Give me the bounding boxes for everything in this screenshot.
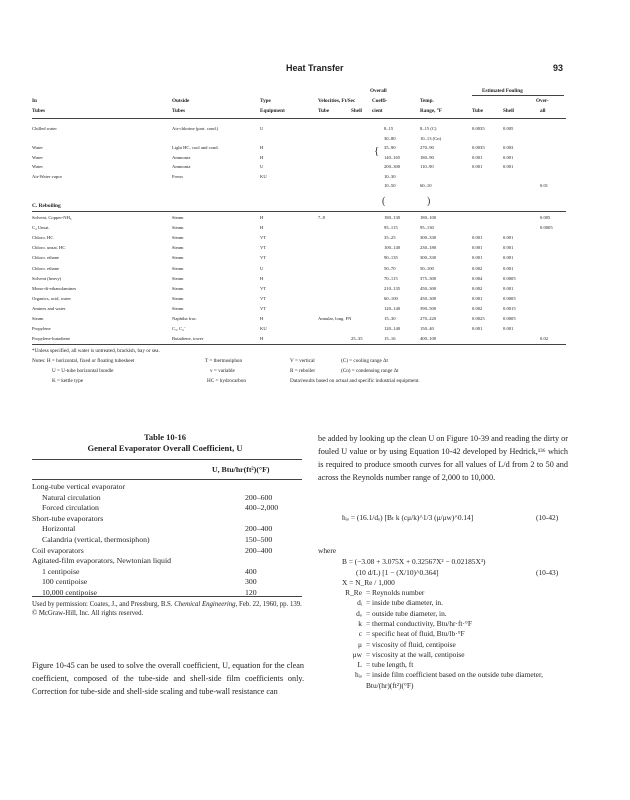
table-row-label: Calandria (vertical, thermosiphon) xyxy=(42,535,150,544)
table-cell-coef: 35–25 xyxy=(384,235,396,241)
definition-text: = inside tube diameter, in. xyxy=(366,598,443,608)
table-cell-type: H xyxy=(260,275,264,281)
table-cell-coef: 8–15 xyxy=(384,126,394,131)
table-cell-vtube: Annular, long. FN xyxy=(318,316,352,321)
table-title: General Evaporator Overall Coefficient, U xyxy=(87,443,243,453)
table-cell-in: Water xyxy=(32,145,43,150)
table-cell-temp: 270–220 xyxy=(420,316,437,321)
column-header-cell: Tube xyxy=(318,108,330,114)
credit-prefix: Used by permission: Coates, J., and Pressburg, B.S. xyxy=(32,601,173,608)
table-cell-out: Steam xyxy=(172,275,184,281)
table-row-label: Short-tube evaporators xyxy=(32,513,104,523)
table-row-label: Agitated-film evaporators, Newtonian liquid xyxy=(32,556,172,566)
table-cell-overall: 0.02 xyxy=(540,336,549,342)
table-cell-temp: 270–90 xyxy=(420,145,434,150)
note-r: R = reboiler xyxy=(290,368,316,374)
table-bottom-rule-2 xyxy=(32,596,302,597)
table-cell-type: H xyxy=(260,316,264,321)
table-cell-out: Steam xyxy=(172,305,184,311)
note-h: Notes: H = horizontal, fixed or floating tubesheet xyxy=(32,358,135,364)
note-v: V = vertical xyxy=(290,358,315,364)
table-row-label: Long-tube vertical evaporator xyxy=(32,482,126,491)
definition-symbol: L xyxy=(357,660,362,670)
definition-text: = thermal conductivity, Btu/hr·ft·°F xyxy=(366,618,472,628)
column-header-cell: all xyxy=(540,108,546,114)
table-cell-coef: 50–70 xyxy=(384,265,396,271)
table-cell-temp: 450–300 xyxy=(420,285,437,291)
table-cell-temp: 375–300 xyxy=(420,275,437,281)
note-hc: HC = hydrocarbon xyxy=(207,378,246,384)
table-row-value: 400–2,000 xyxy=(245,503,279,513)
table-cell-out: Steam xyxy=(172,225,184,231)
column-header-cell: In xyxy=(32,98,37,104)
table-cell-tube: 0.002 xyxy=(472,265,483,271)
table-cell-coef: 180–130 xyxy=(384,215,401,220)
header-rule xyxy=(32,118,566,119)
table-cell-temp: 95–130 xyxy=(420,225,434,231)
table-cell-temp: 400–100 xyxy=(420,336,437,342)
table-cell-tube: 0.0025 xyxy=(472,316,485,321)
equation-10-42: hᵢₒ = (16.1/dₒ) [Bₜ k (cμ/k)^1/3 (μ/μw)^0.14] xyxy=(342,513,474,522)
table-cell-type: VT xyxy=(260,245,267,251)
table-cell-in: C₄ Unsat. xyxy=(32,225,50,231)
table-cell-temp: 110–90 xyxy=(420,164,434,169)
table-cell-type: U xyxy=(260,126,264,131)
table-cell-out: Steam xyxy=(172,265,184,271)
table-cell-vshell: 25–35 xyxy=(351,336,363,342)
table-cell-tube: 0.001 xyxy=(472,255,483,261)
note-t: T = thermosiphon xyxy=(205,358,243,364)
column-header-cell: Equipment xyxy=(260,108,285,114)
left-paren: ( xyxy=(382,196,386,207)
table-cell-temp: 10–13 (Cn) xyxy=(420,135,442,141)
table-cell-out: Steam xyxy=(172,295,184,301)
table-cell-type: H xyxy=(260,154,264,160)
table-cell-tube: 0.002 xyxy=(472,285,483,291)
equation-number-10-43: (10-43) xyxy=(536,568,559,577)
table-cell-type: VT xyxy=(260,305,267,311)
section-rule xyxy=(32,211,566,212)
table-cell-shell: 0.001 xyxy=(503,265,514,271)
table-cell-temp: 180–90 xyxy=(420,154,434,160)
table-bottom-rule xyxy=(32,344,566,345)
definition-symbol: dᵢ xyxy=(357,598,362,608)
definition-text: = outside tube diameter, in. xyxy=(366,608,447,618)
definition-text: = viscosity of fluid, centipoise xyxy=(366,639,456,649)
table-cell-tube: 0.001 xyxy=(472,245,483,251)
table-cell-shell: 0.003 xyxy=(503,145,514,150)
table-cell-coef: 200–300 xyxy=(384,164,401,169)
table-row-label: 100 centipoise xyxy=(42,577,88,587)
table-cell-shell: 0.005 xyxy=(503,126,514,131)
table-cell-type: H xyxy=(260,215,264,220)
table-cell-shell: 0.001 xyxy=(503,164,514,169)
table-cell-in: Chloro. ethane xyxy=(32,255,60,261)
definition-symbol: μw xyxy=(352,649,362,659)
table-row-value: 120 xyxy=(245,588,257,597)
permission-credit xyxy=(32,600,302,618)
table-row-label: 1 centipoise xyxy=(42,566,80,576)
table-cell-out: Steam xyxy=(172,245,184,251)
table-cell-in: Organics, acid, water xyxy=(32,295,71,301)
table-cell-coef: 100–140 xyxy=(384,245,401,251)
table-cell-temp: 60–10 xyxy=(420,183,432,188)
table-cell-out: Light HC, cool and cond. xyxy=(172,145,219,150)
table-cell-out: Steam xyxy=(172,235,184,241)
table-cell-tube: 0.001 xyxy=(472,235,483,241)
definition-symbol: c xyxy=(358,629,362,639)
table-cell-tube: 0.001 xyxy=(472,326,483,332)
table-cell-tube: 0.001 xyxy=(472,154,483,160)
table-cell-in: Solvent, Copper-NH₃ xyxy=(32,215,72,220)
page-number: 93 xyxy=(553,63,564,73)
table-cell-tube: 0.002 xyxy=(472,305,483,311)
definition-symbol: R_Re xyxy=(345,588,362,597)
table-cell-coef: 10–50 xyxy=(384,183,396,188)
definition-text: = specific heat of fluid, Btu/lb·°F xyxy=(366,629,465,639)
table-cell-coef: 15–16 xyxy=(384,336,396,342)
column-header-cell: Velocities, Ft/Sec xyxy=(318,98,356,104)
group-header-rule xyxy=(472,95,564,96)
table-cell-shell: 0.001 xyxy=(503,154,514,160)
running-header-title: Heat Transfer xyxy=(286,63,344,73)
group-header-estimated-fouling: Estimated Fouling xyxy=(482,88,523,94)
table-cell-in: Steam xyxy=(32,316,44,321)
table-cell-temp: 230–180 xyxy=(420,245,437,251)
table-label: Table 10-16 xyxy=(144,432,186,442)
table-cell-in: Solvent (heavy) xyxy=(32,275,62,281)
table-cell-temp: 300–330 xyxy=(420,255,437,261)
equation-b-line2: (10 d/L) [1 − (X/10)^0.364] xyxy=(356,568,439,577)
table-cell-in: Air-Water vapor xyxy=(32,173,63,179)
table-cell-type: U xyxy=(260,265,264,271)
table-cell-coef: 60–100 xyxy=(384,295,398,301)
left-brace: { xyxy=(374,145,380,157)
where-label: where xyxy=(318,546,337,555)
table-cell-shell: 0.001 xyxy=(503,285,514,291)
table-cell-shell: 0.0005 xyxy=(503,316,516,321)
right-paragraph: be added by looking up the clean U on Figure 10-39 and reading the dirty or fouled U value or by using Equation 10-42 developed by Hedrick,¹³⁶ which is required to produce smooth curves for all values of L/d from 2 to 50 and across the Reynolds number range of 2,000 to 10,000. xyxy=(318,434,568,482)
table-cell-out: Steam xyxy=(172,255,184,261)
table-cell-out: Butadiene, tower xyxy=(172,336,204,342)
column-header-cell: Coeffi- xyxy=(372,98,388,104)
table-cell-in: Water xyxy=(32,154,43,160)
group-header-overall: Overall xyxy=(370,88,387,94)
section-c-heading: C. Reboiling xyxy=(32,203,61,209)
table-row-label: Forced circulation xyxy=(42,503,99,513)
table-cell-tube: 0.001 xyxy=(472,295,483,301)
note-c: (C) = cooling range Δt xyxy=(341,358,388,364)
table-cell-vtube: 7–8 xyxy=(318,215,325,220)
column-header-cell: Tubes xyxy=(32,108,46,114)
table-cell-type: VT xyxy=(260,285,267,291)
table-cell-coef: 95–115 xyxy=(384,225,398,231)
table-cell-in: Chilled water xyxy=(32,126,57,131)
table-cell-shell: 0.001 xyxy=(503,255,514,261)
definition-symbol: hᵢₒ xyxy=(354,670,362,680)
column-header-cell: Shell xyxy=(351,108,362,114)
table-cell-in: Propylene-butadiene xyxy=(32,336,71,342)
table-cell-coef: 30–80 xyxy=(384,135,396,141)
table-cell-out: Air-chlorine (part. cond.) xyxy=(172,126,219,131)
table-cell-type: VT xyxy=(260,295,267,301)
table-cell-type: KU xyxy=(260,326,267,332)
table-row-label: Horizontal xyxy=(42,524,76,534)
credit-rest: Feb. 22, 1960, pp. 139. © McGraw-Hill, Inc. All rights reserved. xyxy=(32,601,302,617)
table-cell-type: VT xyxy=(260,255,267,261)
definition-symbol: μ xyxy=(358,639,362,649)
table-row-value: 200–400 xyxy=(245,524,273,534)
table-cell-overall: 0.0005 xyxy=(540,225,553,231)
table-cell-tube: 0.0035 xyxy=(472,145,485,150)
table-top-rule xyxy=(32,459,302,460)
definition-text: = viscosity at the wall, centipoise xyxy=(366,649,465,659)
equation-b-line1: B = (−3.08 + 3.075X + 0.32567X² − 0.02185X³) xyxy=(342,557,486,566)
table-cell-temp: 300–330 xyxy=(420,235,437,241)
definition-symbol: k xyxy=(358,618,362,628)
table-cell-coef: 120–140 xyxy=(384,305,401,311)
column-header-cell: cient xyxy=(372,108,383,114)
table-header-rule xyxy=(32,479,302,480)
column-header-cell: Type xyxy=(260,98,271,104)
table-cell-shell: 0.001 xyxy=(503,235,514,241)
table-row-value: 200–600 xyxy=(245,492,273,502)
footnote-water: *Unless specified, all water is untreated, brackish, bay or sea. xyxy=(32,348,160,354)
table-cell-in: Amines and water xyxy=(32,305,66,311)
table-cell-type: KU xyxy=(260,173,267,179)
definition-text: = Reynolds number xyxy=(366,588,425,597)
table-cell-tube: 0.001 xyxy=(472,164,483,169)
table-cell-out: Ammonia xyxy=(172,154,191,160)
unit-header: U, Btu/hr(ft²)(°F) xyxy=(212,465,270,474)
table-cell-shell: 0.0005 xyxy=(503,275,516,281)
table-cell-coef: 210–135 xyxy=(384,285,401,291)
table-cell-temp: 450–300 xyxy=(420,295,437,301)
table-cell-in: Chloro. HC xyxy=(32,235,54,241)
table-cell-coef: 90–135 xyxy=(384,255,398,261)
note-u: U = U-tube horizontal bundle xyxy=(52,368,114,374)
column-header-cell: Tubes xyxy=(172,108,186,114)
table-cell-coef: 120–140 xyxy=(384,326,401,332)
table-row-label: 10,000 centipoise xyxy=(42,588,98,597)
table-cell-shell: 0.0015 xyxy=(503,305,516,311)
table-cell-type: H xyxy=(260,336,264,342)
table-cell-tube: 0.0035 xyxy=(472,126,485,131)
table-row-label: Natural circulation xyxy=(42,492,101,502)
credit-journal: Chemical Engineering, xyxy=(174,601,238,608)
definition-text: = tube length, ft xyxy=(366,660,414,670)
column-header-cell: Shell xyxy=(503,108,514,114)
table-cell-coef: 15–30 xyxy=(384,316,396,321)
table-cell-type: VT xyxy=(260,235,267,241)
table-cell-in: Chloro. ethane xyxy=(32,265,60,271)
table-cell-type: U xyxy=(260,164,264,169)
table-cell-in: Propylene xyxy=(32,326,51,332)
note-k: K = kettle type xyxy=(52,378,84,384)
table-cell-overall: 0.01 xyxy=(540,183,549,188)
table-cell-in: Water xyxy=(32,164,43,169)
table-cell-shell: 0.001 xyxy=(503,245,514,251)
table-cell-type: H xyxy=(260,225,264,231)
table-cell-shell: 0.001 xyxy=(503,326,514,332)
column-header-cell: Temp. xyxy=(420,98,434,104)
table-cell-type: H xyxy=(260,145,264,150)
table-cell-overall: 0.005 xyxy=(540,215,551,220)
table-row-label: Coil evaporators xyxy=(32,545,84,555)
note-var: v = variable xyxy=(210,368,235,374)
table-cell-tube: 0.004 xyxy=(472,275,483,281)
left-paragraph: Figure 10-45 can be used to solve the overall coefficient, U, equation for the clean coefficient, composed of the tube-side and shell-side film coefficients only. Correction for tube-side and shell-side scaling and tube-wall resistance can xyxy=(32,661,304,696)
table-cell-temp: 50–100 xyxy=(420,265,434,271)
table-cell-out: Ammonia xyxy=(172,164,191,169)
table-cell-out: Freon xyxy=(172,173,183,179)
equation-x: X = N_Re / 1,000 xyxy=(342,578,395,587)
definition-text: = inside film coefficient based on the outside tube diameter, Btu/(hr)(ft²)(°F) xyxy=(366,670,543,690)
table-row-value: 200–400 xyxy=(245,545,273,555)
definition-symbol: dₒ xyxy=(356,608,362,618)
table-cell-temp: 8–15 (C) xyxy=(420,126,437,131)
column-header-cell: Over- xyxy=(536,98,549,104)
table-row-value: 400 xyxy=(245,566,257,576)
table-cell-temp: 150–40 xyxy=(420,326,434,332)
table-cell-coef: 140–165 xyxy=(384,154,401,160)
table-cell-temp: 390–500 xyxy=(420,305,437,311)
table-cell-in: Mono-di-ethanolamines xyxy=(32,285,77,291)
table-cell-coef: 70–115 xyxy=(384,275,398,281)
table-row-value: 300 xyxy=(245,577,257,587)
equation-number-10-42: (10-42) xyxy=(536,513,559,522)
column-header-cell: Tube xyxy=(472,108,484,114)
table-cell-out: Steam xyxy=(172,285,184,291)
table-cell-out: Steam xyxy=(172,215,184,220)
table-cell-shell: 0.0005 xyxy=(503,295,516,301)
table-cell-coef: 10–30 xyxy=(384,173,396,179)
table-cell-out: C₃, C₄⁻ xyxy=(172,326,187,332)
table-cell-temp: 180–100 xyxy=(420,215,437,220)
table-row-value: 150–500 xyxy=(245,535,273,544)
table-cell-out: Naphtha frac. xyxy=(172,316,197,321)
column-header-cell: Outside xyxy=(172,98,190,104)
right-paren: ) xyxy=(427,196,431,207)
table-cell-coef: 35–90 xyxy=(384,145,396,150)
note-data: Data/results based on actual and specific industrial equipment. xyxy=(290,378,420,384)
table-cell-in: Chloro. unsat. HC xyxy=(32,245,66,251)
note-cn: (Cn) = condensing range Δt xyxy=(341,368,399,374)
column-header-cell: Range, °F xyxy=(420,108,442,114)
